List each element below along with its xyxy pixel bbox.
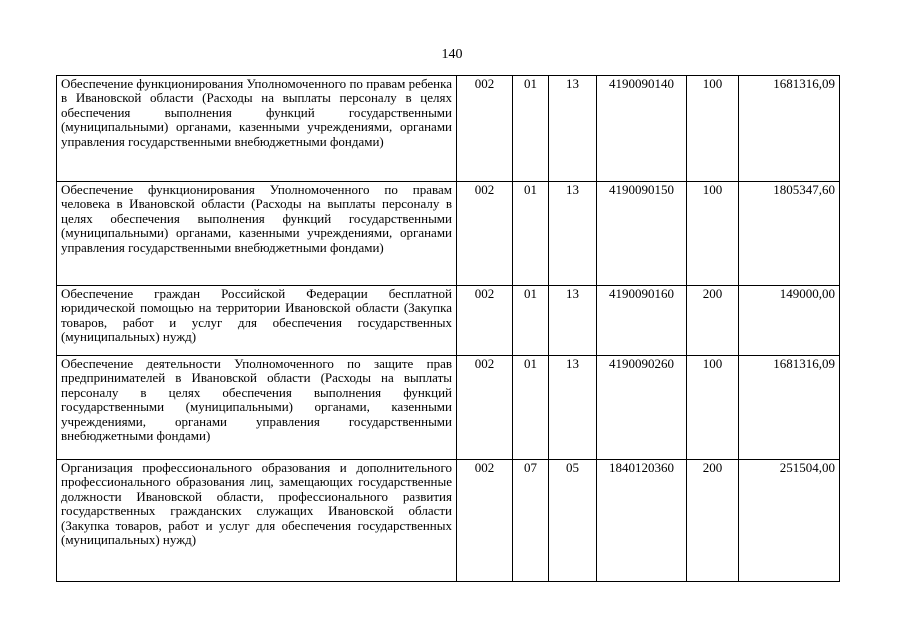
amount-value: 251504,00 <box>739 460 840 582</box>
ministry-code: 002 <box>457 76 513 182</box>
target-article-code: 1840120360 <box>597 460 687 582</box>
expense-type-code: 100 <box>687 356 739 460</box>
target-article-code: 4190090150 <box>597 182 687 286</box>
row-description: Обеспечение деятельности Уполномоченного по защите прав предпринимателей в Ивановской области (Расходы на выплаты персоналу в целях обеспечения выполнения функций государственными (муниципальными) органами, казенными учреждениями, органами управления государственными внебюджетными фондами) <box>57 356 457 460</box>
section-code: 07 <box>513 460 549 582</box>
target-article-code: 4190090140 <box>597 76 687 182</box>
ministry-code: 002 <box>457 182 513 286</box>
row-description: Обеспечение функционирования Уполномоченного по правам ребенка в Ивановской области (Расходы на выплаты персоналу в целях обеспечения выполнения функций государственными (муниципальными) органами, казенными учреждениями, органами управления государственными внебюджетными фондами) <box>57 76 457 182</box>
expense-type-code: 100 <box>687 76 739 182</box>
subsection-code: 13 <box>549 356 597 460</box>
expense-type-code: 100 <box>687 182 739 286</box>
section-code: 01 <box>513 76 549 182</box>
ministry-code: 002 <box>457 460 513 582</box>
subsection-code: 13 <box>549 76 597 182</box>
expense-type-code: 200 <box>687 286 739 356</box>
amount-value: 1681316,09 <box>739 356 840 460</box>
section-code: 01 <box>513 286 549 356</box>
section-code: 01 <box>513 182 549 286</box>
page-number: 140 <box>441 47 463 62</box>
ministry-code: 002 <box>457 356 513 460</box>
target-article-code: 4190090160 <box>597 286 687 356</box>
target-article-code: 4190090260 <box>597 356 687 460</box>
table-row <box>57 286 840 356</box>
amount-value: 1681316,09 <box>739 76 840 182</box>
amount-value: 1805347,60 <box>739 182 840 286</box>
subsection-code: 13 <box>549 182 597 286</box>
row-description: Обеспечение функционирования Уполномоченного по правам человека в Ивановской области (Расходы на выплаты персоналу в целях обеспечения выполнения функций государственными (муниципальными) органами, казенными учреждениями, органами управления государственными внебюджетными фондами) <box>57 182 457 286</box>
budget-table <box>56 75 840 582</box>
section-code: 01 <box>513 356 549 460</box>
amount-value: 149000,00 <box>739 286 840 356</box>
table-row <box>57 460 840 582</box>
table-row <box>57 356 840 460</box>
subsection-code: 13 <box>549 286 597 356</box>
ministry-code: 002 <box>457 286 513 356</box>
subsection-code: 05 <box>549 460 597 582</box>
row-description: Организация профессионального образования и дополнительного профессионального образования лиц, замещающих государственные должности Ивановской области, профессионального развития государственных гражданских служащих Ивановской области (Закупка товаров, работ и услуг для обеспечения государственных (муниципальных) нужд) <box>57 460 457 582</box>
expense-type-code: 200 <box>687 460 739 582</box>
table-row <box>57 76 840 182</box>
row-description: Обеспечение граждан Российской Федерации бесплатной юридической помощью на территории Ивановской области (Закупка товаров, работ и услуг для обеспечения государственных (муниципальных) нужд) <box>57 286 457 356</box>
table-row <box>57 182 840 286</box>
